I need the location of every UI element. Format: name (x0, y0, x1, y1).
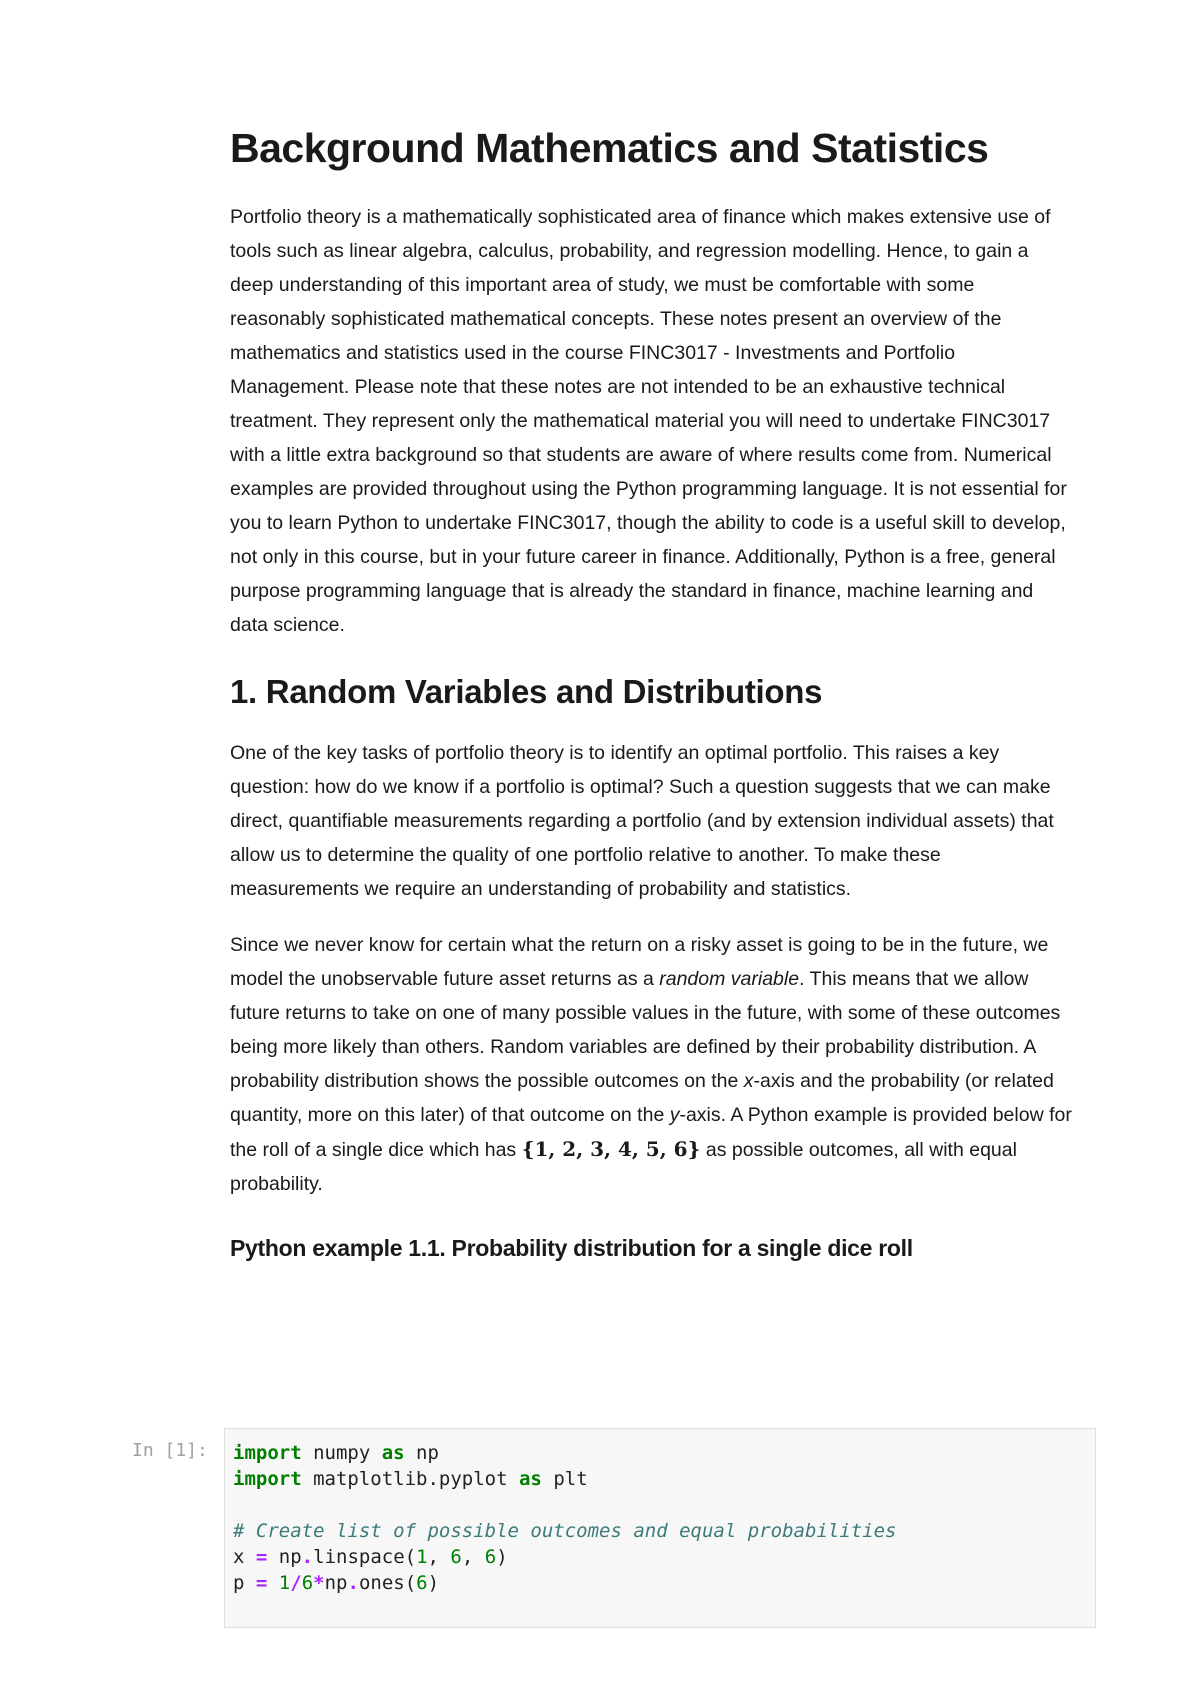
code-token: ones( (358, 1572, 417, 1594)
code-token: np (324, 1572, 348, 1594)
text-run: as possible outcomes, all with equal probability. (230, 1138, 1017, 1195)
code-token: ) (427, 1572, 440, 1594)
text-run: . This means that we allow future returns to take on one of many possible values in the future, with some of these outcomes being more likely than others. Random variables are defined by their probability distribution. A probability distribution shows the possible outcomes on the (230, 967, 1061, 1092)
number: 6 (450, 1546, 462, 1568)
operator: = (255, 1546, 268, 1568)
code-token: numpy (301, 1442, 382, 1464)
code-line (233, 1518, 1087, 1544)
code-token: linspace( (313, 1546, 417, 1568)
code-editor[interactable] (224, 1428, 1096, 1628)
text-run: -axis. A Python example is provided below for the roll of a single dice which has (230, 1103, 1072, 1161)
example-heading: Python example 1.1. Probability distribution for a single dice roll (230, 1234, 913, 1261)
math-outcome-set: {1, 2, 3, 4, 5, 6} (521, 1136, 701, 1161)
keyword: as (518, 1468, 542, 1490)
keyword: as (381, 1442, 405, 1464)
operator: . (301, 1546, 314, 1568)
code-token: x (233, 1546, 256, 1568)
code-comment: # Create list of possible outcomes and equal probabilities (233, 1520, 897, 1542)
code-token: ) (496, 1546, 508, 1568)
text-run: -axis and the probability (or related quantity, more on this later) of that outcome on the (230, 1069, 1054, 1126)
number: 6 (416, 1572, 428, 1594)
code-line (233, 1570, 1087, 1596)
code-line-blank (233, 1492, 1087, 1518)
code-token: , (461, 1546, 485, 1568)
code-token: p (233, 1572, 256, 1594)
code-line (233, 1544, 1087, 1570)
emphasis-y: y (669, 1103, 680, 1126)
number: 1 (278, 1572, 291, 1594)
operator: . (347, 1572, 359, 1594)
code-line (233, 1466, 1087, 1492)
code-cell (120, 1428, 1100, 1628)
operator: / (290, 1572, 302, 1594)
number: 6 (484, 1546, 497, 1568)
number: 1 (416, 1546, 428, 1568)
code-token (267, 1572, 278, 1594)
section-heading: 1. Random Variables and Distributions (230, 673, 823, 711)
code-token: , (427, 1546, 451, 1568)
intro-paragraph: Portfolio theory is a mathematically sophisticated area of finance which makes extensive use of tools such as linear algebra, calculus, probability, and regression modelling. Hence, to gain a deep understanding of this important area of study, we must be comfortable with some reasonably sophisticated mathematical concepts. These notes present an overview of the mathematics and statistics used in the course FINC3017 - Investments and Portfolio Management. Please note that these notes are not intended to be an exhaustive technical treatment. They represent only the mathematical material you will need to undertake FINC3017 with a little extra background so that students are aware of where results come from. Numerical examples are provided throughout using the Python programming language. It is not essential for you to learn Python to undertake FINC3017, though the ability to code is a useful skill to develop, not only in this course, but in your future career in finance. Additionally, Python is a free, general purpose programming language that is already the standard in finance, machine learning and data science. (230, 206, 1067, 637)
code-token: matplotlib.pyplot (301, 1468, 519, 1490)
cell-prompt: In [1]: (132, 1440, 208, 1461)
number: 6 (301, 1572, 314, 1594)
code-token: np (404, 1442, 439, 1464)
code-token: plt (541, 1468, 588, 1490)
text-run: Since we never know for certain what the return on a risky asset is going to be in the future, we model the unobservable future asset returns as a (230, 933, 1049, 990)
code-line (233, 1440, 1087, 1466)
code-token: np (267, 1546, 302, 1568)
keyword: import (233, 1468, 302, 1490)
emphasis-x: x (743, 1069, 754, 1092)
markdown-content (230, 125, 1075, 1280)
section-paragraph-2 (230, 928, 1075, 1201)
keyword: import (233, 1442, 302, 1464)
operator: * (313, 1572, 325, 1594)
operator: = (255, 1572, 268, 1594)
page-title: Background Mathematics and Statistics (230, 125, 989, 171)
emphasis-random-variable: random variable (659, 967, 800, 990)
section-paragraph-1: One of the key tasks of portfolio theory is to identify an optimal portfolio. This raises a key question: how do we know if a portfolio is optimal? Such a question suggests that we can make direct, quantifiable measurements regarding a portfolio (and by extension individual assets) that allow us to determine the quality of one portfolio relative to another. To make these measurements we require an understanding of probability and statistics. (230, 741, 1054, 900)
